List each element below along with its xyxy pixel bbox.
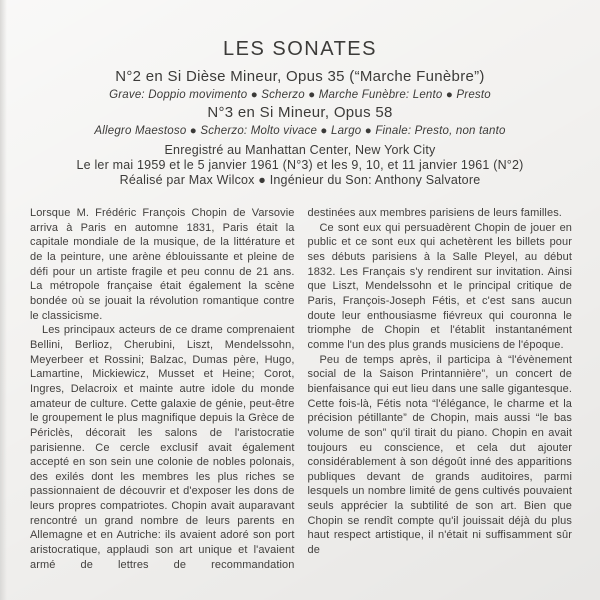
paragraph: Peu de temps après, il participa à “l'évènement social de la Saison Printannière”, un concert de bienfaisance qui eut lieu dans une salle gigantesque. Cette fois-là, Fétis nota “l'élégance, le charme et la précision pétillante” de Chopin, mais aussi “le bas volume de son” qu'il tirait du piano. Chopin en avait toujours eu conscience, et cela dut ajouter considérablement à son dégoût inné des apparitions publiques devant de grands auditoires, parmi lesquels un nombre limité de gens cultivés pouvaient seuls apprécier la subtilité de son art. Bien que Chopin se rendît compte qu'il jouissait déjà du plus haut respect artistique, il n'était ni suffisamment sûr de [307,353,572,557]
paragraph: Lorsque M. Frédéric François Chopin de Varsovie arriva à Paris en automne 1831, Paris était la capitale mondiale de la musique, de la littérature et de la peinture, une arène éblouissante et pleine de défi pour un artiste fragile et peu connu de 21 ans. La métropole française était également la scène bondée où se jouait la révolution romantique contre le classicisme. [30,207,295,322]
recording-location: Enregistré au Manhattan Center, New York City [164,143,436,158]
right-column [308,206,573,572]
sonata3-heading: N°3 en Si Mineur, Opus 58 [207,104,393,122]
paragraph: destinées aux membres parisiens de leurs familles. [307,207,562,219]
body-text [30,206,572,572]
sonata2-heading: N°2 en Si Dièse Mineur, Opus 35 (“Marche Funèbre”) [115,68,485,85]
paragraph: Les principaux acteurs de ce drame comprenaient Bellini, Berlioz, Cherubini, Liszt, Mendelssohn, Meyerbeer et Rossini; Balzac, Dumas père, Hugo, Lamartine, Mickiewicz, Musset et Heine; Corot, Ingres, Delacroix et mainte autre idole du monde amateur de culture. Cette galaxie de génie, peut-être le groupement le plus magnifique depuis la Grèce de Périclès, décorait les salons de l'aristocratie parisienne. Ce cercle exclusif avait également accepté en son sein une colonie de nobles polonais, des exilés dont les membres les plus riches se passionnaient de découvrir et d'exposer les dons de leurs propres compatriotes. Chopin avait auparavant rencontré un grand nombre de leurs parents en Allemagne et en Autriche: ils avaient adoré son port aristocratique, applaudi son art unique et l'avaient armé de lettres de recommandation [30,324,295,571]
recording-info [0,143,600,187]
recording-credits: Réalisé par Max Wilcox ● Ingénieur du Son: Anthony Salvatore [119,173,481,188]
recording-dates: Le ler mai 1959 et le 5 janvier 1961 (N°3) et les 9, 10, et 11 janvier 1961 (N°2) [76,158,524,173]
page-title: LES SONATES [223,38,377,60]
left-column [30,206,295,572]
page-header [0,0,600,187]
sonata3-movements: Allegro Maestoso ● Scherzo: Molto vivace ● Largo ● Finale: Presto, non tanto [94,124,506,137]
sonata2-movements: Grave: Doppio movimento ● Scherzo ● Marche Funèbre: Lento ● Presto [109,88,491,101]
paragraph: Ce sont eux qui persuadèrent Chopin de jouer en public et ce sont eux qui achetèrent les billets pour ses débuts parisiens à la Salle Pleyel, au début 1832. Les Français s'y rendirent sur invitation. Ainsi que Liszt, Mendelssohn et le principal critique de Paris, François-Joseph Fétis, et c'est sans aucun doute leur enthousiasme fiévreux qui couronna le triomphe de Chopin et l'établit instantanément comme l'un des plus grands musiciens de l'époque. [307,221,572,351]
